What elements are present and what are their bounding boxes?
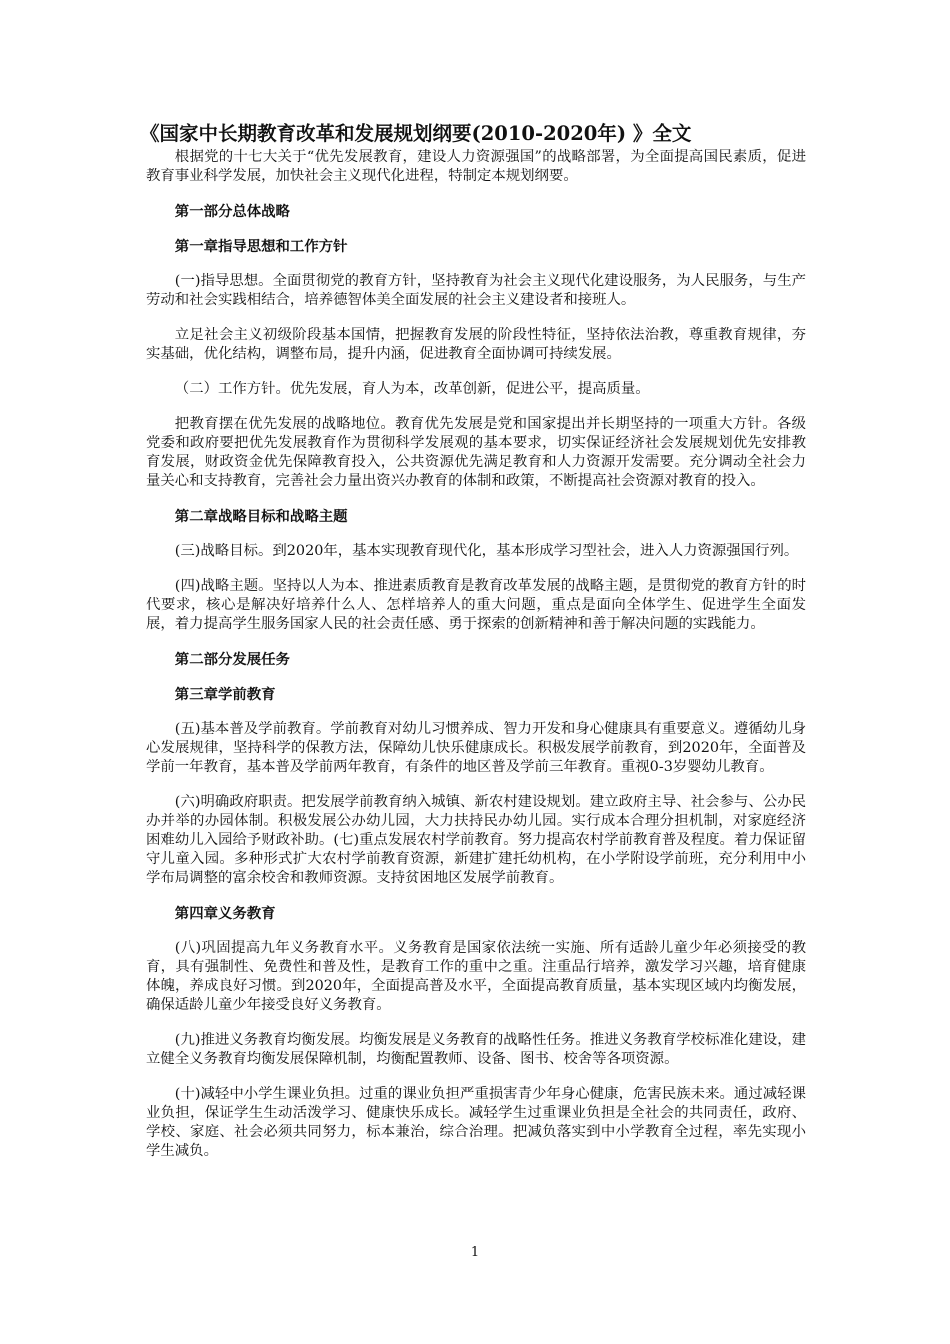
- body-paragraph: 把教育摆在优先发展的战略地位。教育优先发展是党和国家提出并长期坚持的一项重大方针。各级党委和政府要把优先发展教育作为贯彻科学发展观的基本要求，切实保证经济社会发展规划优先安排教育发展，财政资金优先保障教育投入，公共资源优先满足教育和人力资源开发需要。充分调动全社会力量关心和支持教育，完善社会力量出资兴办教育的体制和政策，不断提高社会资源对教育的投入。: [146, 416, 806, 489]
- chapter-heading: 第三章学前教育: [174, 686, 276, 703]
- document-title: 《国家中长期教育改革和发展规划纲要(2010-2020年) 》全文: [140, 122, 692, 145]
- intro-paragraph: 根据党的十七大关于“优先发展教育，建设人力资源强国”的战略部署，为全面提高国民素质，促进教育事业科学发展，加快社会主义现代化进程，特制定本规划纲要。: [146, 149, 806, 184]
- body-paragraph: (六)明确政府职责。把发展学前教育纳入城镇、新农村建设规划。建立政府主导、社会参与、公办民办并举的办园体制。积极发展公办幼儿园，大力扶持民办幼儿园。实行成本合理分担机制，对家庭经济困难幼儿入园给予财政补助。(七)重点发展农村学前教育。努力提高农村学前教育普及程度。着力保证留守儿童入园。多种形式扩大农村学前教育资源，新建扩建托幼机构，在小学附设学前班，充分利用中小学布局调整的富余校舍和教师资源。支持贫困地区发展学前教育。: [146, 794, 806, 886]
- part-heading: 第一部分总体战略: [174, 203, 290, 220]
- body-paragraph: 立足社会主义初级阶段基本国情，把握教育发展的阶段性特征，坚持依法治教，尊重教育规律，夯实基础，优化结构，调整布局，提升内涵，促进教育全面协调可持续发展。: [146, 327, 806, 362]
- body-paragraph: (四)战略主题。坚持以人为本、推进素质教育是教育改革发展的战略主题，是贯彻党的教育方针的时代要求，核心是解决好培养什么人、怎样培养人的重大问题，重点是面向全体学生、促进学生全面发展，着力提高学生服务国家人民的社会责任感、勇于探索的创新精神和善于解决问题的实践能力。: [146, 578, 806, 632]
- body-paragraph: （二）工作方针。优先发展，育人为本，改革创新，促进公平，提高质量。: [174, 381, 650, 397]
- chapter-heading: 第四章义务教育: [174, 905, 276, 922]
- body-paragraph: (八)巩固提高九年义务教育水平。义务教育是国家依法统一实施、所有适龄儿童少年必须接受的教育，具有强制性、免费性和普及性，是教育工作的重中之重。注重品行培养，激发学习兴趣，培育健康体魄，养成良好习惯。到2020年，全面提高普及水平，全面提高教育质量，基本实现区域内均衡发展，确保适龄儿童少年接受良好义务教育。: [146, 940, 806, 1013]
- body-paragraph: (一)指导思想。全面贯彻党的教育方针，坚持教育为社会主义现代化建设服务，为人民服务，与生产劳动和社会实践相结合，培养德智体美全面发展的社会主义建设者和接班人。: [146, 273, 806, 308]
- chapter-heading: 第一章指导思想和工作方针: [174, 238, 348, 255]
- page-number: 1: [470, 1245, 480, 1260]
- body-paragraph: (三)战略目标。到2020年，基本实现教育现代化，基本形成学习型社会，进入人力资源强国行列。: [174, 543, 799, 559]
- document-body: [140, 120, 806, 1161]
- body-paragraph: (九)推进义务教育均衡发展。均衡发展是义务教育的战略性任务。推进义务教育学校标准化建设，建立健全义务教育均衡发展保障机制，均衡配置教师、设备、图书、校舍等各项资源。: [146, 1032, 806, 1067]
- body-paragraph: (十)减轻中小学生课业负担。过重的课业负担严重损害青少年身心健康，危害民族未来。通过减轻课业负担，保证学生生动活泼学习、健康快乐成长。减轻学生过重课业负担是全社会的共同责任，政府、学校、家庭、社会必须共同努力，标本兼治，综合治理。把减负落实到中小学教育全过程，率先实现小学生减负。: [146, 1086, 806, 1159]
- part-heading: 第二部分发展任务: [174, 651, 290, 668]
- body-paragraph: (五)基本普及学前教育。学前教育对幼儿习惯养成、智力开发和身心健康具有重要意义。遵循幼儿身心发展规律，坚持科学的保教方法，保障幼儿快乐健康成长。积极发展学前教育，到2020年，全面普及学前一年教育，基本普及学前两年教育，有条件的地区普及学前三年教育。重视0-3岁婴幼儿教育。: [146, 721, 806, 775]
- chapter-heading: 第二章战略目标和战略主题: [174, 508, 348, 525]
